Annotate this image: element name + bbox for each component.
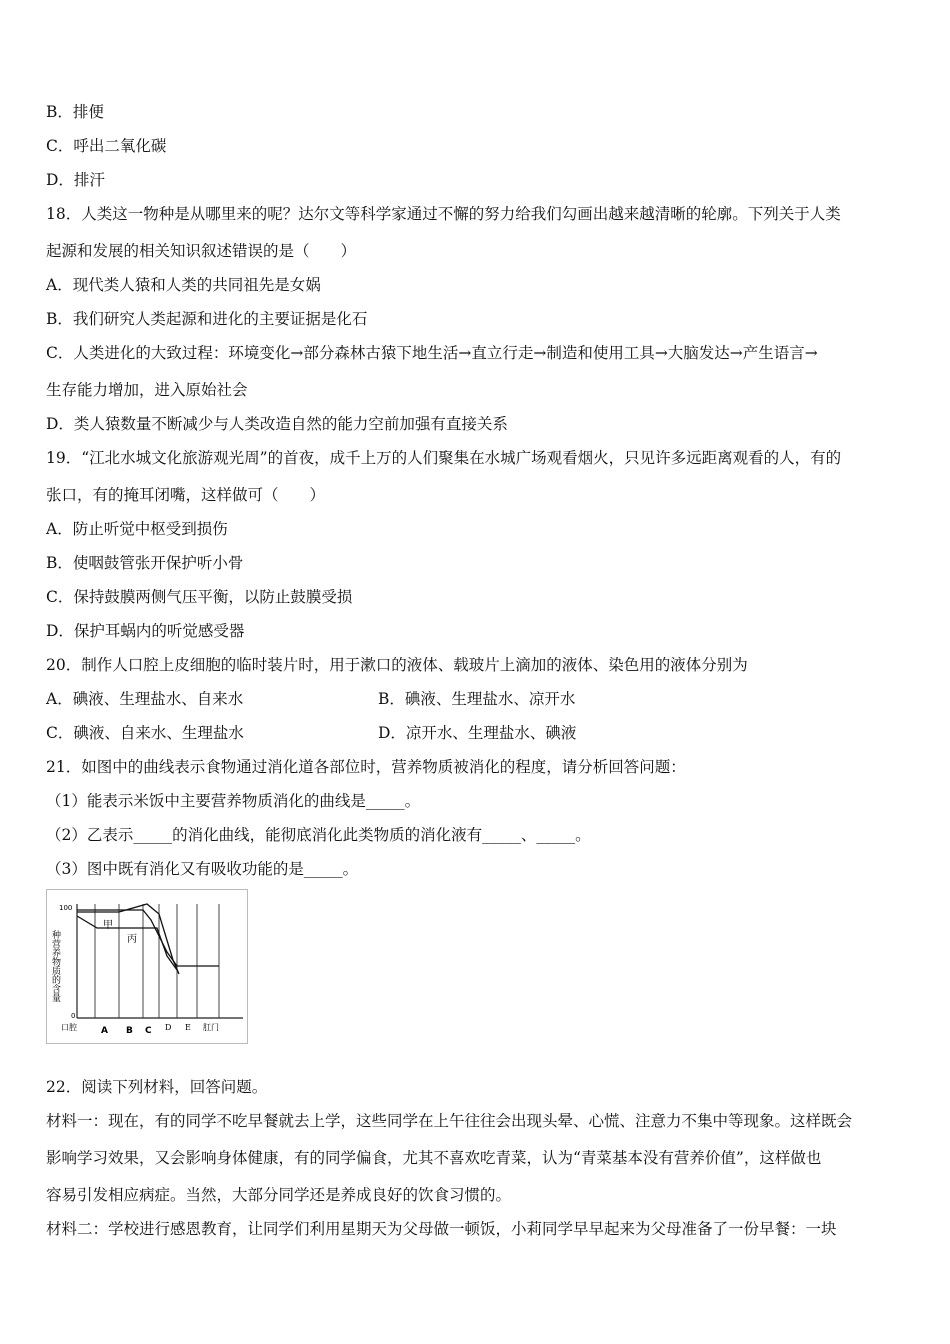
q19-option-b: B．使咽鼓管张开保护听小骨: [46, 554, 244, 572]
digestion-curve-figure: [46, 889, 248, 1044]
q17-option-d: D．排汗: [46, 171, 105, 189]
q21-sub-question-3: （3）图中既有消化又有吸收功能的是_____。: [46, 860, 359, 878]
q17-option-c: C．呼出二氧化碳: [46, 137, 167, 155]
x-label-b: B: [126, 1026, 133, 1036]
q18-stem-line-2: 起源和发展的相关知识叙述错误的是（ ）: [46, 242, 357, 260]
q22-material-1-line-2: 影响学习效果，又会影响身体健康，有的同学偏食，尤其不喜欢吃青菜，认为“青菜基本没有营养价值”，这样做也: [46, 1149, 822, 1167]
y-axis-label: 种营养物质的含量: [50, 930, 60, 1002]
q18-option-c-line-1: C．人类进化的大致过程：环境变化→部分森林古猿下地生活→直立行走→制造和使用工具→大脑发达→产生语言→: [46, 344, 818, 362]
q18-stem-line-1: 18．人类这一物种是从哪里来的呢？达尔文等科学家通过不懈的努力给我们勾画出越来越清晰的轮廓。下列关于人类: [46, 205, 841, 223]
y-zero-label: 0: [71, 1012, 76, 1020]
x-label-e: E: [185, 1023, 191, 1032]
x-label-anus: 肛门: [203, 1023, 219, 1032]
q19-option-a: A．防止听觉中枢受到损伤: [46, 520, 228, 538]
q18-option-c-line-2: 生存能力增加，进入原始社会: [46, 381, 248, 399]
y-top-label: 100: [59, 904, 73, 912]
q22-stem: 22．阅读下列材料，回答问题。: [46, 1078, 268, 1096]
q21-sub-question-2: （2）乙表示_____的消化曲线，能彻底消化此类物质的消化液有_____、_____。: [46, 826, 591, 844]
curve-label-jia: 甲: [103, 920, 113, 931]
q21-stem: 21．如图中的曲线表示食物通过消化道各部位时，营养物质被消化的程度，请分析回答问题：: [46, 758, 686, 776]
q19-stem-line-2: 张口，有的掩耳闭嘴，这样做可（ ）: [46, 486, 326, 504]
q22-material-1-line-3: 容易引发相应病症。当然，大部分同学还是养成良好的饮食习惯的。: [46, 1186, 512, 1204]
q21-sub-question-1: （1）能表示米饭中主要营养物质消化的曲线是_____。: [46, 792, 421, 810]
q19-stem-line-1: 19．“江北水城文化旅游观光周”的首夜，成千上万的人们聚集在水城广场观看烟火，只见许多远距离观看的人，有的: [46, 449, 842, 467]
q22-material-1-line-1: 材料一：现在，有的同学不吃早餐就去上学，这些同学在上午往往会出现头晕、心慌、注意力不集中等现象。这样既会: [46, 1112, 853, 1130]
digestion-curve-chart: [47, 890, 247, 1043]
q19-option-c: C．保持鼓膜两侧气压平衡，以防止鼓膜受损: [46, 588, 353, 606]
q18-option-b: B．我们研究人类起源和进化的主要证据是化石: [46, 310, 368, 328]
q17-option-b: B．排便: [46, 103, 104, 121]
q20-option-c: C．碘液、自来水、生理盐水: [46, 724, 244, 742]
x-label-d: D: [165, 1023, 172, 1032]
q18-option-a: A．现代类人猿和人类的共同祖先是女娲: [46, 276, 321, 294]
q18-option-d: D．类人猿数量不断减少与人类改造自然的能力空前加强有直接关系: [46, 415, 508, 433]
q19-option-d: D．保护耳蜗内的听觉感受器: [46, 622, 245, 640]
q20-stem: 20．制作人口腔上皮细胞的临时装片时，用于漱口的液体、载玻片上滴加的液体、染色用的液体分别为: [46, 656, 748, 674]
curve-placeholder: [77, 920, 177, 980]
curve-1: [77, 910, 219, 966]
q22-material-2-line-1: 材料二：学校进行感恩教育，让同学们利用星期天为父母做一顿饭，小莉同学早早起来为父母准备了一份早餐：一块: [46, 1220, 837, 1238]
x-label-a: A: [101, 1026, 108, 1036]
x-label-mouth: 口腔: [61, 1023, 77, 1032]
curve-label-bing: 丙: [127, 934, 137, 945]
q20-option-b: B．碘液、生理盐水、凉开水: [378, 690, 576, 708]
q20-option-a: A．碘液、生理盐水、自来水: [46, 690, 244, 708]
q20-option-d: D．凉开水、生理盐水、碘液: [378, 724, 577, 742]
x-label-c: C: [145, 1026, 152, 1036]
